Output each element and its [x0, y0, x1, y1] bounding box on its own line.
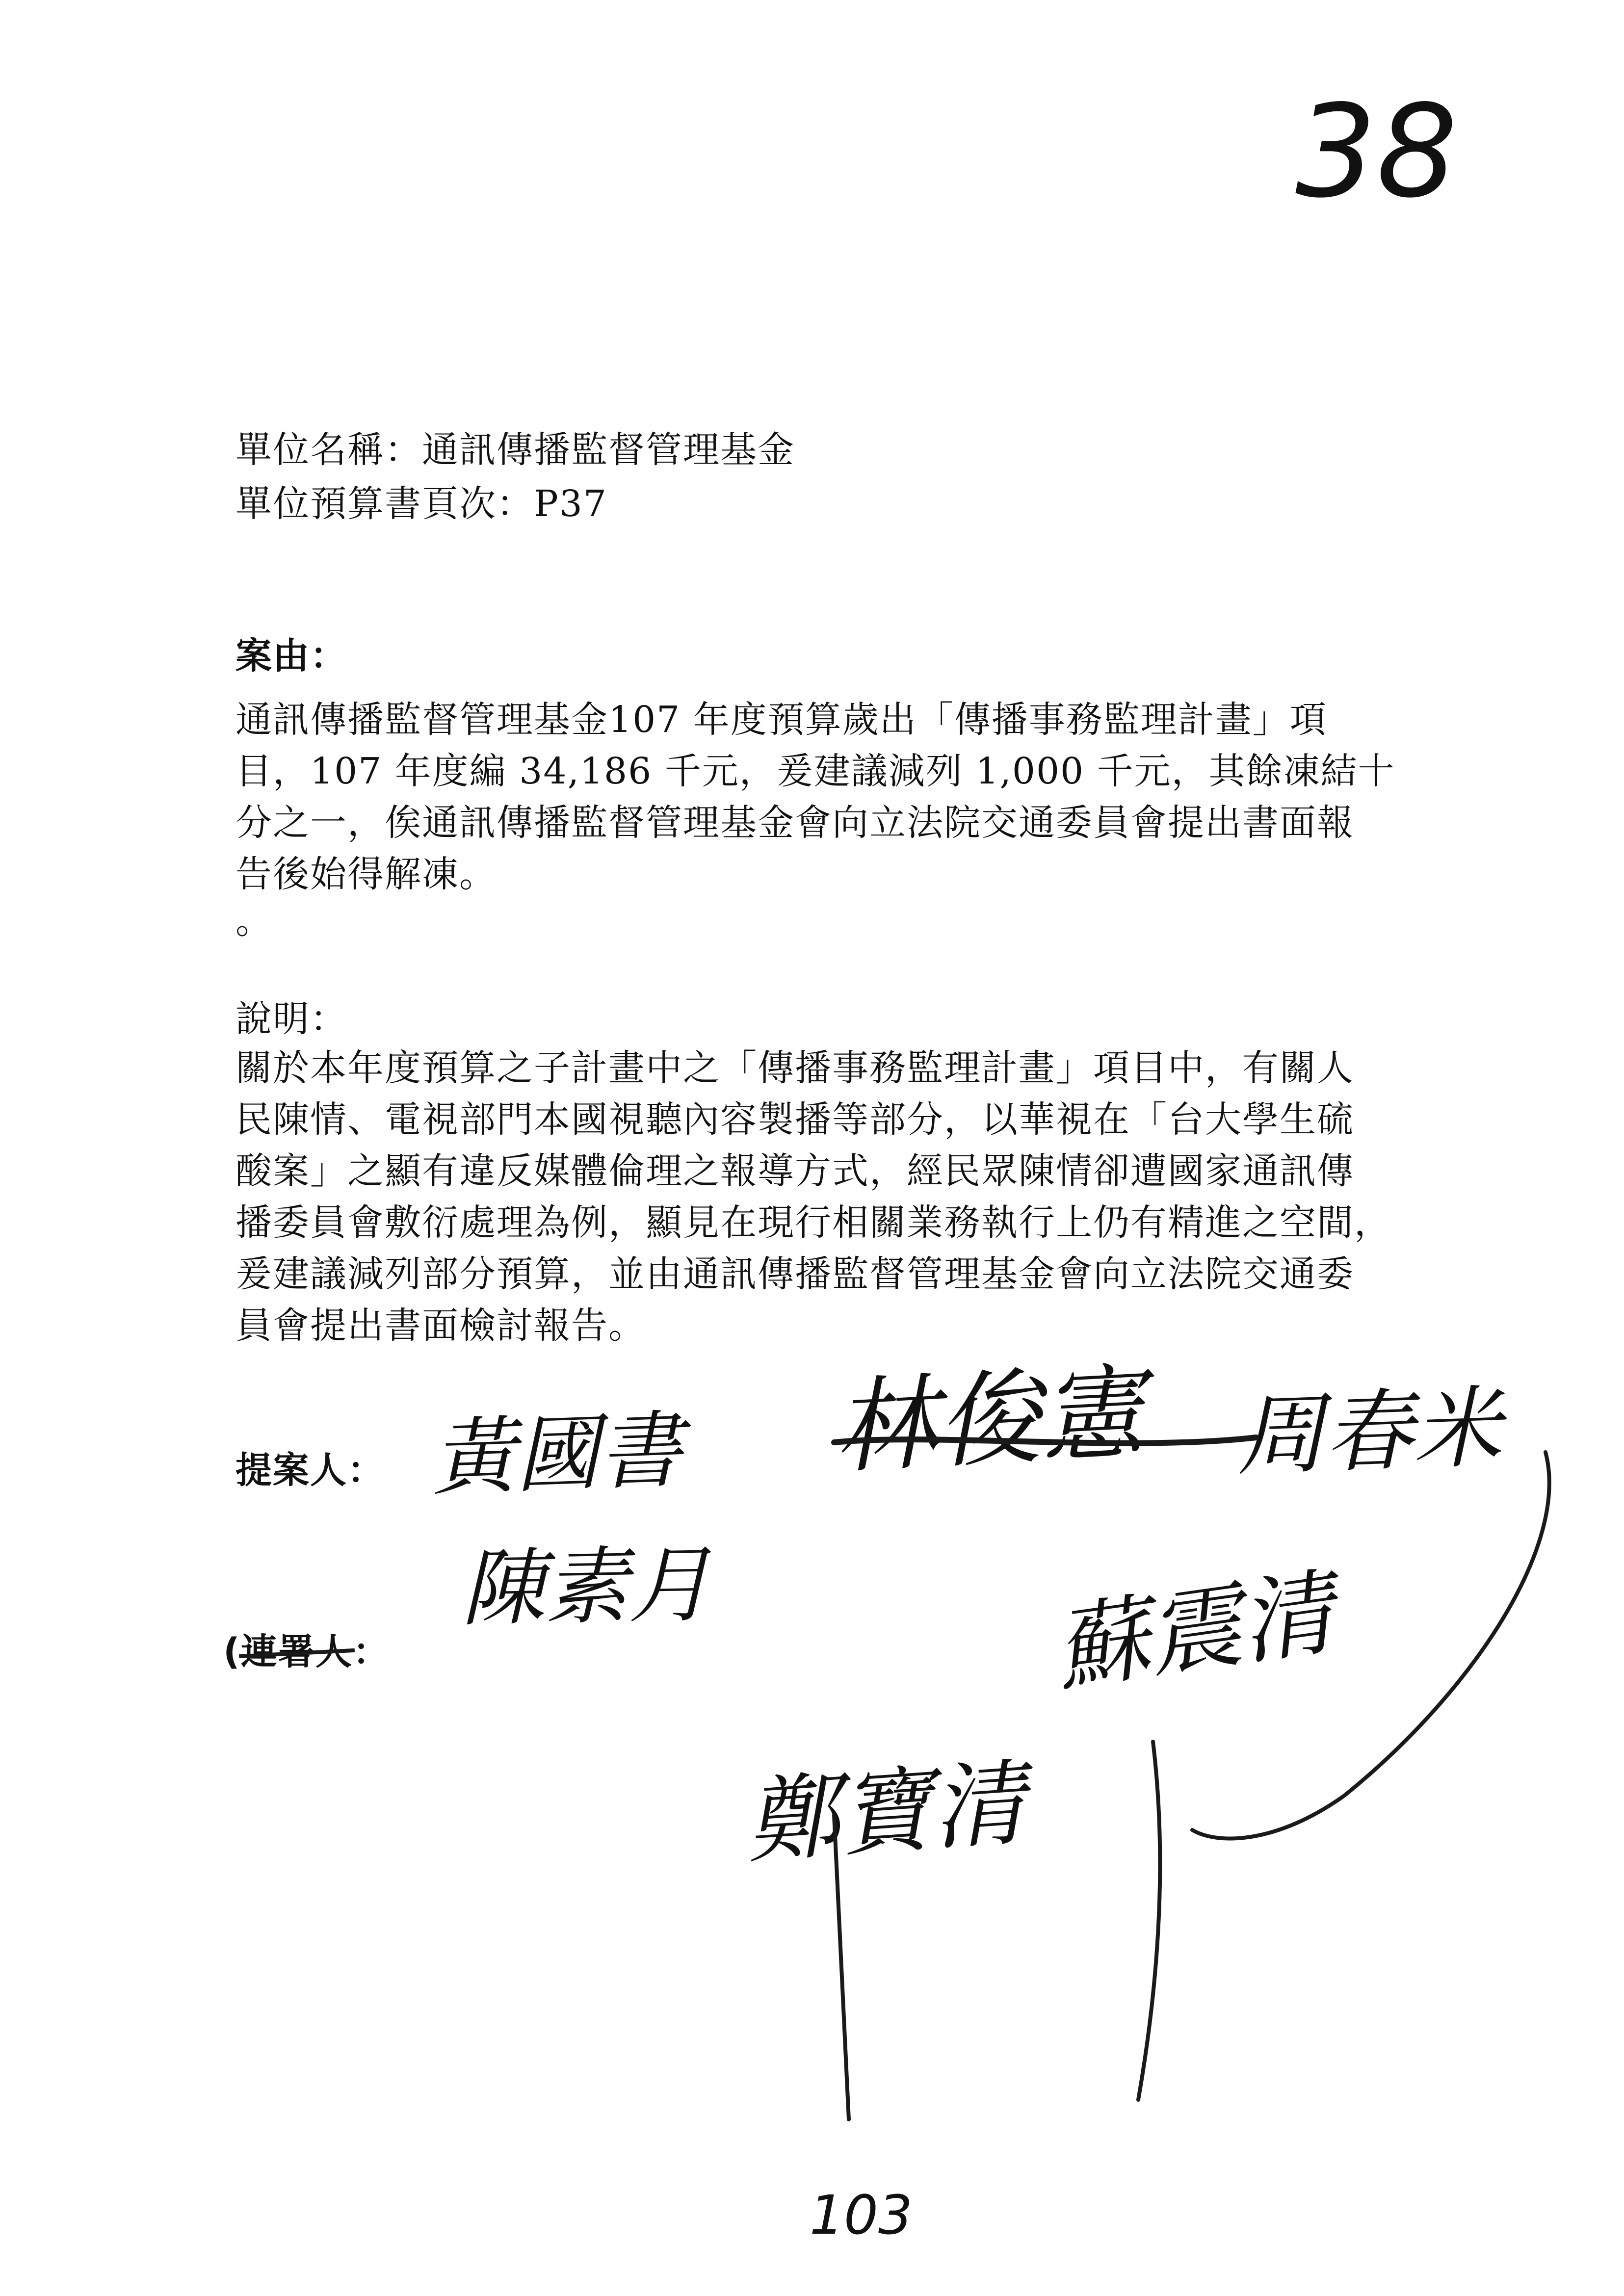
cosigner-label-struck: 連署人 [240, 1631, 353, 1673]
unit-name-value: 通訊傳播監督管理基金 [422, 429, 795, 471]
case-line: 。 [236, 900, 273, 942]
explanation-line: 民陳情、電視部門本國視聽內容製播等部分，以華視在「台大學生硫 [236, 1098, 1354, 1141]
signature: 鄭寶清 [742, 1748, 1029, 1877]
signature: 黃國書 [430, 1402, 684, 1508]
strikethrough-stroke [834, 1437, 1256, 1443]
budget-page-label: 單位預算書頁次： [236, 483, 534, 525]
handwritten-page-number: 38 [1295, 78, 1458, 226]
explanation-heading: 說明： [236, 998, 347, 1040]
cosigner-label: (連署人： [223, 1631, 390, 1673]
explanation-line: 爰建議減列部分預算，並由通訊傳播監督管理基金會向立法院交通委 [236, 1253, 1354, 1295]
case-line: 告後始得解凍。 [236, 853, 497, 895]
explanation-line: 播委員會敷衍處理為例，顯見在現行相關業務執行上仍有精進之空間， [236, 1201, 1391, 1244]
unit-name-label: 單位名稱： [236, 429, 422, 471]
signature: 周春米 [1234, 1376, 1503, 1488]
explanation-line: 酸案」之顯有違反媒體倫理之報導方式，經民眾陳情卻遭國家通訊傳 [236, 1150, 1354, 1192]
case-heading: 案由： [236, 635, 347, 677]
explanation-line: 員會提出書面檢討報告。 [236, 1305, 646, 1347]
case-line: 通訊傳播監督管理基金107 年度預算歲出「傳播事務監理計畫」項 [236, 699, 1327, 741]
signature: 林俊憲 [831, 1352, 1146, 1488]
cosigner-colon: ： [352, 1631, 390, 1673]
footer-page-number: 103 [810, 2184, 913, 2246]
case-line: 分之一，俟通訊傳播監督管理基金會向立法院交通委員會提出書面報 [236, 802, 1354, 844]
signature: 蘇震清 [1048, 1558, 1341, 1704]
signature: 陳素月 [460, 1536, 712, 1638]
budget-page-value: P37 [534, 483, 607, 525]
explanation-line: 關於本年度預算之子計畫中之「傳播事務監理計畫」項目中，有關人 [236, 1047, 1354, 1089]
case-line: 目，107 年度編 34,186 千元，爰建議減列 1,000 千元，其餘凍結十 [236, 750, 1395, 792]
proposer-label: 提案人： [236, 1449, 385, 1491]
long-vertical-stroke [1138, 1742, 1160, 2100]
vertical-stroke [834, 1815, 849, 2119]
long-curved-stroke [1192, 1452, 1549, 1838]
